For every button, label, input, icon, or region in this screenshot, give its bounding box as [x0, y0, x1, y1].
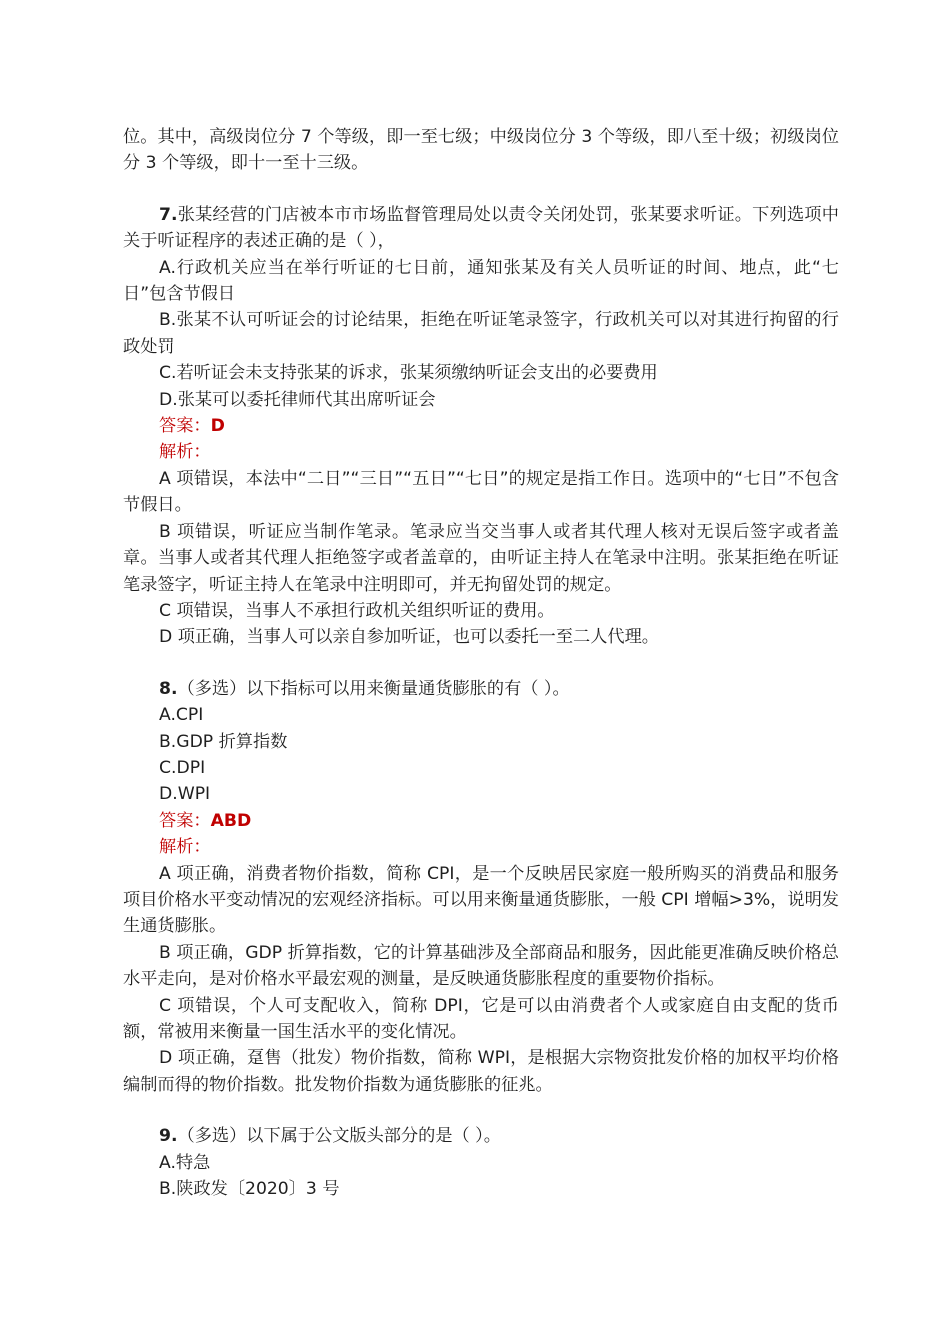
intro-paragraph: 位。其中，高级岗位分 7 个等级，即一至七级；中级岗位分 3 个等级，即八至十级；初级岗位分 3 个等级，即十一至十三级。 [123, 127, 839, 174]
document-page [123, 124, 839, 1202]
question-7-stem: 7.张某经营的门店被本市市场监督管理局处以责令关闭处罚，张某要求听证。下列选项中关于听证程序的表述正确的是（ ）， [123, 204, 839, 252]
question-8 [123, 676, 839, 1099]
analysis-d: D 项正确，趸售（批发）物价指数，简称 WPI，是根据大宗物资批发价格的加权平均价格编制而得的物价指数。批发物价指数为通货膨胀的征兆。 [123, 1048, 839, 1095]
answer-value: ABD [210, 810, 252, 831]
question-8-stem: 8.（多选）以下指标可以用来衡量通货膨胀的有（ ）。 [159, 678, 570, 699]
analysis-c: C 项错误，当事人不承担行政机关组织听证的费用。 [159, 600, 555, 621]
question-9-stem: 9.（多选）以下属于公文版头部分的是（ ）。 [159, 1126, 501, 1147]
question-7 [123, 202, 839, 651]
analysis-b: B 项错误，听证应当制作笔录。笔录应当交当事人或者其代理人核对无误后签字或者盖章。当事人或者其代理人拒绝签字或者盖章的，由听证主持人在笔录中注明。张某拒绝在听证笔录签字，听证主持人在笔录中注明即可，并无拘留处罚的规定。 [123, 521, 839, 595]
analysis-label: 解析： [159, 837, 211, 858]
question-number: 7. [159, 204, 178, 225]
option-c: C.DPI [159, 757, 206, 778]
option-d: D.WPI [159, 784, 211, 805]
option-b: B.张某不认可听证会的讨论结果，拒绝在听证笔录签字，行政机关可以对其进行拘留的行政处罚 [123, 310, 839, 357]
analysis-label: 解析： [159, 442, 211, 463]
option-a: A.行政机关应当在举行听证的七日前，通知张某及有关人员听证的时间、地点，此“七日”包含节假日 [123, 257, 839, 305]
answer-value: D [210, 416, 225, 437]
answer-line [123, 413, 839, 439]
answer-line [123, 808, 839, 834]
analysis-d: D 项正确，当事人可以亲自参加听证，也可以委托一至二人代理。 [159, 627, 659, 648]
analysis-a: A 项正确，消费者物价指数，简称 CPI，是一个反映居民家庭一般所购买的消费品和服务项目价格水平变动情况的宏观经济指标。可以用来衡量通货膨胀，一般 CPI 增幅>3%，说明发生通货膨胀。 [123, 863, 839, 937]
question-number: 9. [159, 1126, 178, 1147]
analysis-b: B 项正确，GDP 折算指数，它的计算基础涉及全部商品和服务，因此能更准确反映价格总水平走向，是对价格水平最宏观的测量，是反映通货膨胀程度的重要物价指标。 [123, 942, 839, 990]
analysis-c: C 项错误，个人可支配收入，简称 DPI，它是可以由消费者个人或家庭自由支配的货币额，常被用来衡量一国生活水平的变化情况。 [123, 995, 839, 1042]
option-a: A.CPI [159, 705, 204, 726]
analysis-a: A 项错误，本法中“二日”“三日”“五日”“七日”的规定是指工作日。选项中的“七日”不包含节假日。 [123, 468, 839, 516]
option-d: D.张某可以委托律师代其出席听证会 [159, 389, 436, 410]
option-b: B.GDP 折算指数 [159, 731, 288, 752]
option-b: B.陕政发〔2020〕3 号 [159, 1179, 340, 1200]
answer-label: 答案： [159, 810, 211, 831]
question-9 [123, 1123, 839, 1202]
answer-label: 答案： [159, 416, 211, 437]
option-c: C.若听证会未支持张某的诉求，张某须缴纳听证会支出的必要费用 [159, 363, 658, 384]
question-number: 8. [159, 678, 178, 699]
option-a: A.特急 [159, 1152, 211, 1173]
